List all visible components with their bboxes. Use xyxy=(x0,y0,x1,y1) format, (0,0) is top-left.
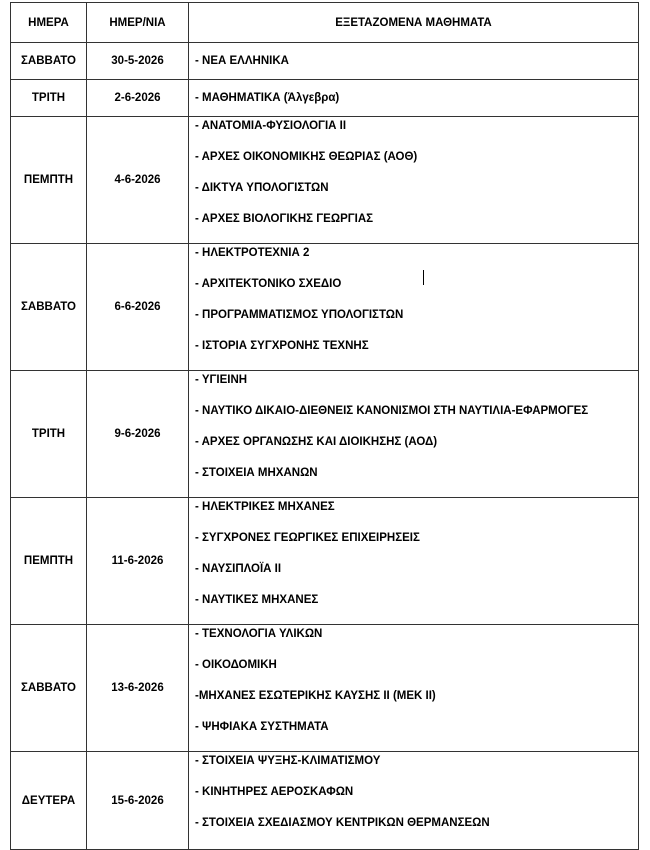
subject-item: - ΑΡΧΕΣ ΟΙΚΟΝΟΜΙΚΗΣ ΘΕΩΡΙΑΣ (ΑΟΘ) xyxy=(195,151,418,163)
subject-item: - ΑΡΧΙΤΕΚΤΟΝΙΚΟ ΣΧΕΔΙΟ xyxy=(195,278,342,290)
schedule-body xyxy=(11,43,639,850)
table-row xyxy=(11,244,639,371)
subject-item: - ΝΑΥΤΙΚΕΣ ΜΗΧΑΝΕΣ xyxy=(195,594,319,606)
date-cell: 30-5-2026 xyxy=(87,43,189,80)
date-cell: 11-6-2026 xyxy=(87,498,189,625)
subject-item: - ΠΡΟΓΡΑΜΜΑΤΙΣΜΟΣ ΥΠΟΛΟΓΙΣΤΩΝ xyxy=(195,309,404,321)
subject-item: - ΝΑΥΤΙΚΟ ΔΙΚΑΙΟ-ΔΙΕΘΝΕΙΣ ΚΑΝΟΝΙΣΜΟΙ ΣΤΗ ΝΑΥΤΙΛΙΑ-ΕΦΑΡΜΟΓΕΣ xyxy=(195,405,589,417)
subjects-cell xyxy=(189,80,639,117)
subject-item: - ΥΓΙΕΙΝΗ xyxy=(195,374,248,386)
date-cell: 4-6-2026 xyxy=(87,117,189,244)
subject-item: - ΟΙΚΟΔΟΜΙΚΗ xyxy=(195,659,277,671)
table-row xyxy=(11,80,639,117)
day-cell: ΣΑΒΒΑΤΟ xyxy=(11,43,87,80)
text-cursor xyxy=(423,270,424,285)
table-row xyxy=(11,498,639,625)
table-row xyxy=(11,371,639,498)
subject-item: - ΣΤΟΙΧΕΙΑ ΜΗΧΑΝΩΝ xyxy=(195,467,318,479)
day-cell: ΣΑΒΒΑΤΟ xyxy=(11,625,87,752)
date-cell: 13-6-2026 xyxy=(87,625,189,752)
day-cell: ΤΡΙΤΗ xyxy=(11,371,87,498)
subject-item: -ΜΗΧΑΝΕΣ ΕΣΩΤΕΡΙΚΗΣ ΚΑΥΣΗΣ ΙΙ (ΜΕΚ ΙΙ) xyxy=(195,690,436,702)
subjects-cell xyxy=(189,625,639,752)
subject-item: - ΑΡΧΕΣ ΒΙΟΛΟΓΙΚΗΣ ΓΕΩΡΓΙΑΣ xyxy=(195,213,374,225)
day-cell: ΤΡΙΤΗ xyxy=(11,80,87,117)
header-row xyxy=(11,3,639,43)
table-row xyxy=(11,43,639,80)
subject-item: - ΗΛΕΚΤΡΙΚΕΣ ΜΗΧΑΝΕΣ xyxy=(195,501,335,513)
header-date: ΗΜΕΡ/ΝΙΑ xyxy=(87,3,189,43)
subjects-cell xyxy=(189,117,639,244)
exam-schedule-table xyxy=(10,2,639,850)
subject-item: - ΗΛΕΚΤΡΟΤΕΧΝΙΑ 2 xyxy=(195,247,310,259)
subject-item: - ΜΑΘΗΜΑΤΙΚΑ (Άλγεβρα) xyxy=(195,91,340,104)
subject-item: - ΨΗΦΙΑΚΑ ΣΥΣΤΗΜΑΤΑ xyxy=(195,721,329,733)
subject-item: - ΔΙΚΤΥΑ ΥΠΟΛΟΓΙΣΤΩΝ xyxy=(195,182,329,194)
subject-item: - ΚΙΝΗΤΗΡΕΣ ΑΕΡΟΣΚΑΦΩΝ xyxy=(195,786,354,798)
subjects-cell xyxy=(189,498,639,625)
date-cell: 6-6-2026 xyxy=(87,244,189,371)
table-row xyxy=(11,752,639,850)
day-cell: ΔΕΥΤΕΡΑ xyxy=(11,752,87,850)
header-day: ΗΜΕΡΑ xyxy=(11,3,87,43)
subject-item: - ΣΤΟΙΧΕΙΑ ΣΧΕΔΙΑΣΜΟΥ ΚΕΝΤΡΙΚΩΝ ΘΕΡΜΑΝΣΕΩΝ xyxy=(195,817,490,829)
subjects-cell xyxy=(189,371,639,498)
date-cell: 15-6-2026 xyxy=(87,752,189,850)
subjects-cell xyxy=(189,43,639,80)
table-row xyxy=(11,117,639,244)
subject-item: - ΑΡΧΕΣ ΟΡΓΑΝΩΣΗΣ ΚΑΙ ΔΙΟΙΚΗΣΗΣ (ΑΟΔ) xyxy=(195,436,438,448)
header-subjects: ΕΞΕΤΑΖΟΜΕΝΑ ΜΑΘΗΜΑΤΑ xyxy=(189,3,639,43)
subjects-cell xyxy=(189,752,639,850)
day-cell: ΠΕΜΠΤΗ xyxy=(11,498,87,625)
subject-item: - ΙΣΤΟΡΙΑ ΣΥΓΧΡΟΝΗΣ ΤΕΧΝΗΣ xyxy=(195,340,369,352)
subject-item: - ΣΤΟΙΧΕΙΑ ΨΥΞΗΣ-ΚΛΙΜΑΤΙΣΜΟΥ xyxy=(195,755,381,767)
table-row xyxy=(11,625,639,752)
date-cell: 9-6-2026 xyxy=(87,371,189,498)
subject-item: - ΑΝΑΤΟΜΙΑ-ΦΥΣΙΟΛΟΓΙΑ ΙΙ xyxy=(195,120,347,132)
subjects-cell xyxy=(189,244,639,371)
day-cell: ΣΑΒΒΑΤΟ xyxy=(11,244,87,371)
subject-item: - ΝΕΑ ΕΛΛΗΝΙΚΑ xyxy=(195,54,289,67)
subject-item: - ΣΥΓΧΡΟΝΕΣ ΓΕΩΡΓΙΚΕΣ ΕΠΙΧΕΙΡΗΣΕΙΣ xyxy=(195,532,420,544)
day-cell: ΠΕΜΠΤΗ xyxy=(11,117,87,244)
date-cell: 2-6-2026 xyxy=(87,80,189,117)
subject-item: - ΝΑΥΣΙΠΛΟΪΑ ΙΙ xyxy=(195,563,282,575)
subject-item: - ΤΕΧΝΟΛΟΓΙΑ ΥΛΙΚΩΝ xyxy=(195,628,323,640)
